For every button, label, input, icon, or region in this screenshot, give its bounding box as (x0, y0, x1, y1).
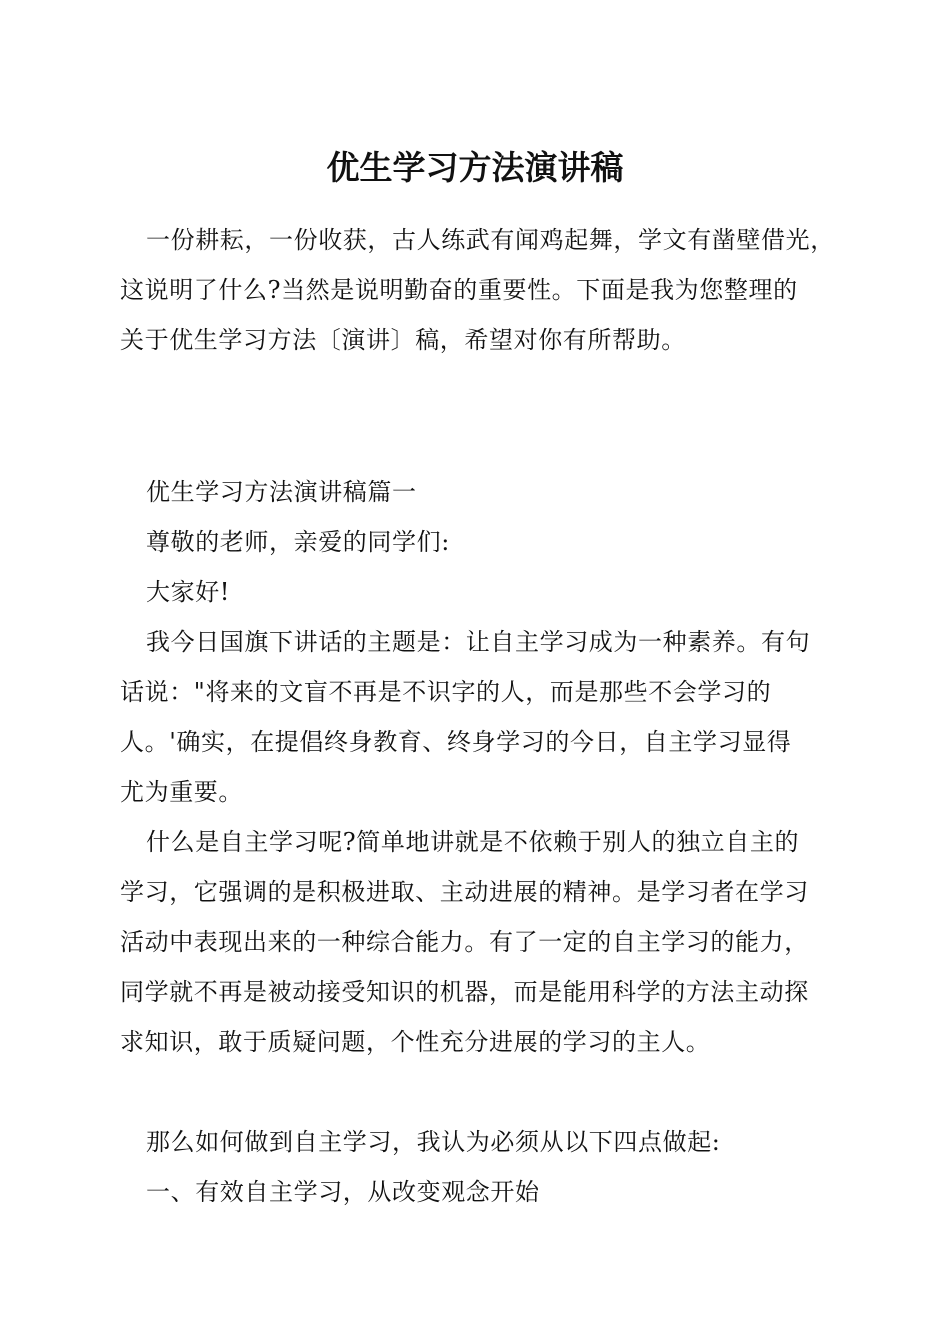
text-line: 学习，它强调的是积极进取、主动进展的精神。是学习者在学习 (120, 878, 809, 906)
text-line: 我今日国旗下讲话的主题是：让自主学习成为一种素养。有句 (146, 628, 811, 656)
text-line: 人。'确实，在提倡终身教育、终身学习的今日，自主学习显得 (120, 728, 792, 756)
text-line: 那么如何做到自主学习，我认为必须从以下四点做起: (146, 1128, 721, 1156)
text-line: 一份耕耘，一份收获，古人练武有闻鸡起舞，学文有凿壁借光， (146, 226, 835, 254)
document-title: 优生学习方法演讲稿 (326, 148, 624, 187)
text-line: 什么是自主学习呢?简单地讲就是不依赖于别人的独立自主的 (146, 828, 800, 856)
text-line: 关于优生学习方法〔演讲〕稿，希望对你有所帮助。 (120, 326, 686, 354)
text-line: 这说明了什么?当然是说明勤奋的重要性。下面是我为您整理的 (120, 276, 798, 304)
text-line: 同学就不再是被动接受知识的机器，而是能用科学的方法主动探 (120, 978, 809, 1006)
salutation: 尊敬的老师，亲爱的同学们: (146, 528, 450, 556)
text-line: 求知识，敢于质疑问题，个性充分进展的学习的主人。 (120, 1028, 711, 1056)
text-line: 活动中表现出来的一种综合能力。有了一定的自主学习的能力， (120, 928, 809, 956)
text-line: 尤为重要。 (120, 778, 243, 806)
section-heading: 优生学习方法演讲稿篇一 (146, 478, 417, 506)
greeting: 大家好! (146, 578, 231, 606)
text-line: 话说："将来的文盲不再是不识字的人，而是那些不会学习的 (120, 678, 772, 706)
section-subheading: 一、有效自主学习，从改变观念开始 (146, 1178, 540, 1206)
